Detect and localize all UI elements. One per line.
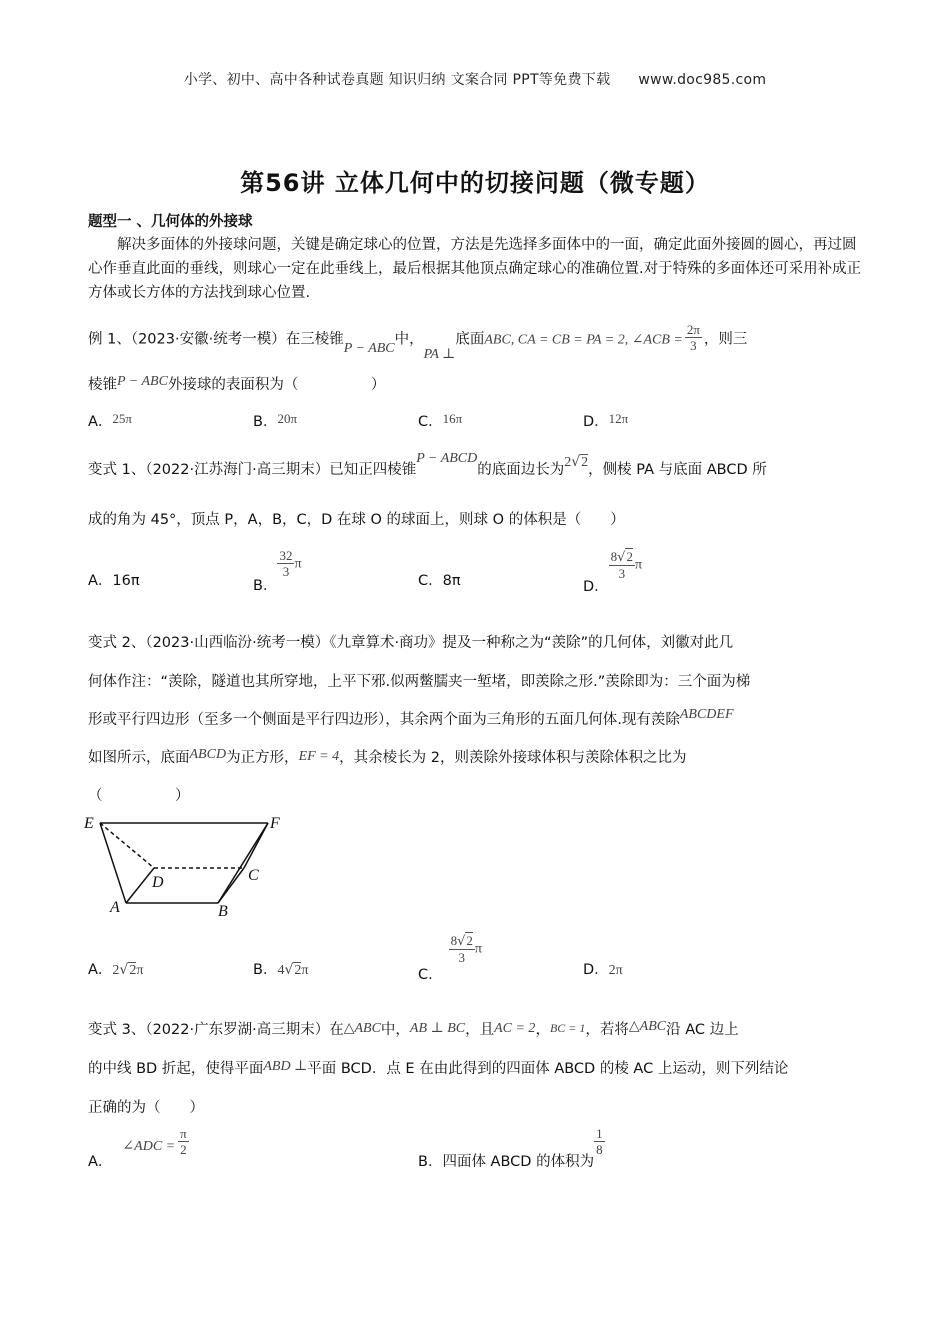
- var3-t1: 中，: [380, 1022, 410, 1038]
- option-label: D．: [583, 962, 609, 978]
- math-triangle-abc-2: △ABC: [628, 1019, 667, 1034]
- math-ab-perp-bc: AB ⊥ BC: [409, 1021, 466, 1036]
- ex1-base: 底面: [455, 331, 485, 348]
- edge-ad: [126, 868, 154, 903]
- page-title: 第56讲 立体几何中的切接问题（微专题）: [240, 169, 710, 197]
- option-value: 2π: [608, 963, 623, 978]
- edge-bc: [218, 868, 244, 903]
- var3-line2a: 的中线 BD 折起，使得平面: [88, 1061, 264, 1077]
- label-f: F: [270, 815, 280, 832]
- option-label: D．: [583, 414, 609, 430]
- var1-end: ，侧棱 PA 与底面 ABCD 所: [588, 462, 767, 478]
- intro-paragraph: 解决多面体的外接球问题，关键是确定球心的位置，方法是先选择多面体中的一面，确定此面外接圆的圆心，再过圆心作垂直此面的垂线，则球心一定在此垂线上，最后根据其他顶点确定球心的准确位置.对于特殊的多面体还可采用补成正方体或长方体的方法找到球心位置.: [88, 237, 862, 301]
- var2-line4a: 如图所示，底面: [88, 750, 190, 766]
- var3-option-a[interactable]: [88, 1126, 189, 1170]
- value-2-sqrt2-pi: 2√2π: [112, 962, 144, 978]
- radicand: 2: [294, 963, 302, 978]
- section-heading: 题型一 、几何体的外接球: [88, 214, 253, 230]
- var2-option-c[interactable]: [418, 932, 482, 983]
- frac-numerator: π: [180, 1126, 187, 1141]
- fraction-8sqrt2-3: [609, 548, 635, 581]
- fraction-8sqrt2-3: [449, 932, 475, 965]
- ex1-option-a[interactable]: [88, 410, 132, 431]
- var3-t5: 沿 AC 边上: [666, 1022, 739, 1038]
- ex1-mid: 中，: [394, 331, 424, 348]
- var2-line4b: 为正方形，: [226, 750, 299, 766]
- variant-3-line-2: [88, 1057, 788, 1078]
- frac-denominator: 3: [690, 338, 697, 353]
- fraction-1-8: [594, 1126, 605, 1157]
- variant-2-line-4: [88, 746, 686, 767]
- var3-t4: ，若将: [585, 1022, 629, 1038]
- label-c: C: [248, 867, 259, 884]
- ex1-lead: 例 1、（2023·安徽·统考一模）在三棱锥: [88, 331, 344, 348]
- variant-2-line-3: [88, 708, 734, 729]
- frac-denominator: 8: [596, 1142, 603, 1157]
- variant-2-line-1: 变式 2、（2023·山西临汾·统考一模）《九章算术·商功》提及一种称之为“羡除”的几何体，刘徽对此几: [88, 635, 734, 651]
- frac-numerator: 32: [279, 548, 293, 563]
- label-b: B: [218, 903, 228, 918]
- var1-option-a[interactable]: A．16π: [88, 573, 140, 589]
- var1-option-c[interactable]: C．8π: [418, 573, 461, 589]
- option-label: A．: [88, 1153, 113, 1170]
- var3-t2: ，且: [465, 1022, 495, 1038]
- var3-option-b[interactable]: [418, 1126, 605, 1170]
- ex1-end: ，则三: [703, 331, 748, 348]
- variant-1-line-1: [88, 451, 767, 479]
- option-value: 16π: [442, 411, 463, 426]
- pi: π: [474, 941, 482, 957]
- option-label: A．: [88, 962, 113, 978]
- coef: 8: [450, 933, 458, 948]
- label-a: A: [110, 899, 120, 916]
- frac-numerator: 1: [596, 1126, 603, 1141]
- frac-denominator: 2: [180, 1142, 187, 1157]
- frac-denominator: 3: [458, 950, 466, 965]
- var1-option-d[interactable]: [583, 548, 643, 595]
- edge-ea: [100, 823, 126, 903]
- math-angle-adc: ∠ADC =: [122, 1138, 176, 1154]
- page-header: [0, 69, 950, 89]
- frac-denominator: 3: [282, 564, 290, 579]
- ex1-option-b[interactable]: [253, 410, 297, 431]
- math-bc-1: BC = 1: [549, 1021, 586, 1035]
- pi: π: [634, 557, 643, 573]
- math-condition: ABC, CA = CB = PA = 2, ∠ACB =: [484, 332, 683, 348]
- option-value: 25π: [112, 411, 132, 426]
- label-e: E: [84, 815, 94, 832]
- ex1-option-d[interactable]: [583, 410, 628, 431]
- variant-2-line-5: （ ）: [88, 788, 190, 804]
- variant-2-line-2: 何体作注：“羡除，隧道也其所穿地，上平下邪.似两鳖臑夹一堑堵，即羡除之形.”羡除即为：三个面为梯: [88, 674, 751, 690]
- math-abd-perp: ABD ⊥: [263, 1059, 308, 1074]
- value-4-sqrt2-pi: 4√2π: [277, 962, 309, 978]
- radicand: 2: [129, 963, 137, 978]
- math-p-abc: P − ABC: [343, 340, 395, 356]
- radicand: 2: [466, 933, 473, 948]
- var2-line3a: 形或平行四边形（至多一个侧面是平行四边形），其余两个面为三角形的五面几何体.现有羡除: [88, 712, 680, 728]
- fraction-2pi-3: [685, 322, 702, 353]
- edge-fb: [218, 823, 268, 903]
- header-text: 小学、初中、高中各种试卷真题 知识归纳 文案合同 PPT等免费下载: [183, 72, 611, 88]
- option-label: B．: [253, 962, 278, 978]
- option-label: B．: [253, 414, 278, 430]
- var3-line2b: 平面 BCD．点 E 在由此得到的四面体 ABCD 的棱 AC 上运动，则下列结论: [307, 1061, 789, 1077]
- frac-numerator: 2π: [686, 322, 700, 337]
- math-p-abcd: P − ABCD: [416, 451, 478, 466]
- math-ac-2: AC = 2: [494, 1021, 536, 1036]
- math-ef-4: EF = 4: [298, 749, 340, 764]
- coef: 2: [564, 455, 572, 470]
- option-label: C．: [418, 966, 443, 983]
- ex1-line2a: 棱锥: [88, 377, 117, 393]
- var2-option-d[interactable]: [583, 958, 623, 979]
- var3-lead: 变式 3、（2022·广东罗湖·高三期末）在: [88, 1022, 344, 1038]
- var1-lead: 变式 1、（2022·江苏海门·高三期末）已知正四棱锥: [88, 462, 417, 478]
- pi: π: [136, 963, 144, 978]
- var2-line4c: ，其余棱长为 2，则羡除外接球体积与羡除体积之比为: [339, 750, 687, 766]
- coef: 2: [112, 963, 120, 978]
- var3-t3: ，: [535, 1022, 550, 1038]
- option-label: D．: [583, 578, 609, 595]
- var1-option-b[interactable]: [253, 548, 302, 594]
- variant-1-line-2: 成的角为 45°，顶点 P，A，B，C，D 在球 O 的球面上，则球 O 的体积是（ ）: [88, 512, 625, 528]
- option-value: 20π: [277, 411, 298, 426]
- math-abcd: ABCD: [189, 747, 227, 762]
- header-url[interactable]: www.doc985.com: [638, 72, 767, 88]
- fraction-pi-2: [178, 1126, 189, 1157]
- radicand: 2: [626, 549, 633, 564]
- option-text: B．四面体 ABCD 的体积为: [418, 1153, 595, 1170]
- xianchu-figure: [80, 808, 300, 918]
- var2-option-b[interactable]: [253, 958, 308, 979]
- coef: 4: [277, 963, 285, 978]
- math-triangle-abc: △ABC: [343, 1021, 381, 1036]
- radicand: 2: [581, 455, 589, 470]
- frac-numerator: 8√2: [450, 933, 473, 949]
- coef: 8: [610, 549, 618, 564]
- var1-mid: 的底面边长为: [477, 462, 565, 478]
- example-1-line-1: [88, 322, 748, 362]
- variant-3-line-1: [88, 1018, 739, 1039]
- pi: π: [301, 963, 309, 978]
- frac-numerator: 8√2: [610, 549, 633, 565]
- edge-fc: [244, 823, 268, 868]
- ex1-line2b: 外接球的表面积为（ ）: [167, 377, 386, 393]
- option-label: A．: [88, 414, 113, 430]
- math-p-abc-2: P − ABC: [117, 374, 168, 389]
- value-2-sqrt-2: 2√2: [564, 454, 589, 470]
- option-value: 12π: [608, 411, 629, 426]
- option-label: B．: [253, 577, 278, 594]
- var2-option-a[interactable]: [88, 958, 143, 979]
- ex1-option-c[interactable]: [418, 410, 462, 431]
- math-pa-perp: PA ⊥: [423, 346, 456, 362]
- variant-3-line-3: 正确的为（ ）: [88, 1100, 204, 1116]
- fraction-32-3: [277, 548, 294, 579]
- math-abcdef: ABCDEF: [679, 707, 734, 722]
- example-1-line-2: [88, 373, 385, 394]
- option-label: C．: [418, 414, 443, 430]
- frac-denominator: 3: [618, 566, 626, 581]
- label-d: D: [152, 874, 164, 891]
- pi: π: [294, 556, 302, 572]
